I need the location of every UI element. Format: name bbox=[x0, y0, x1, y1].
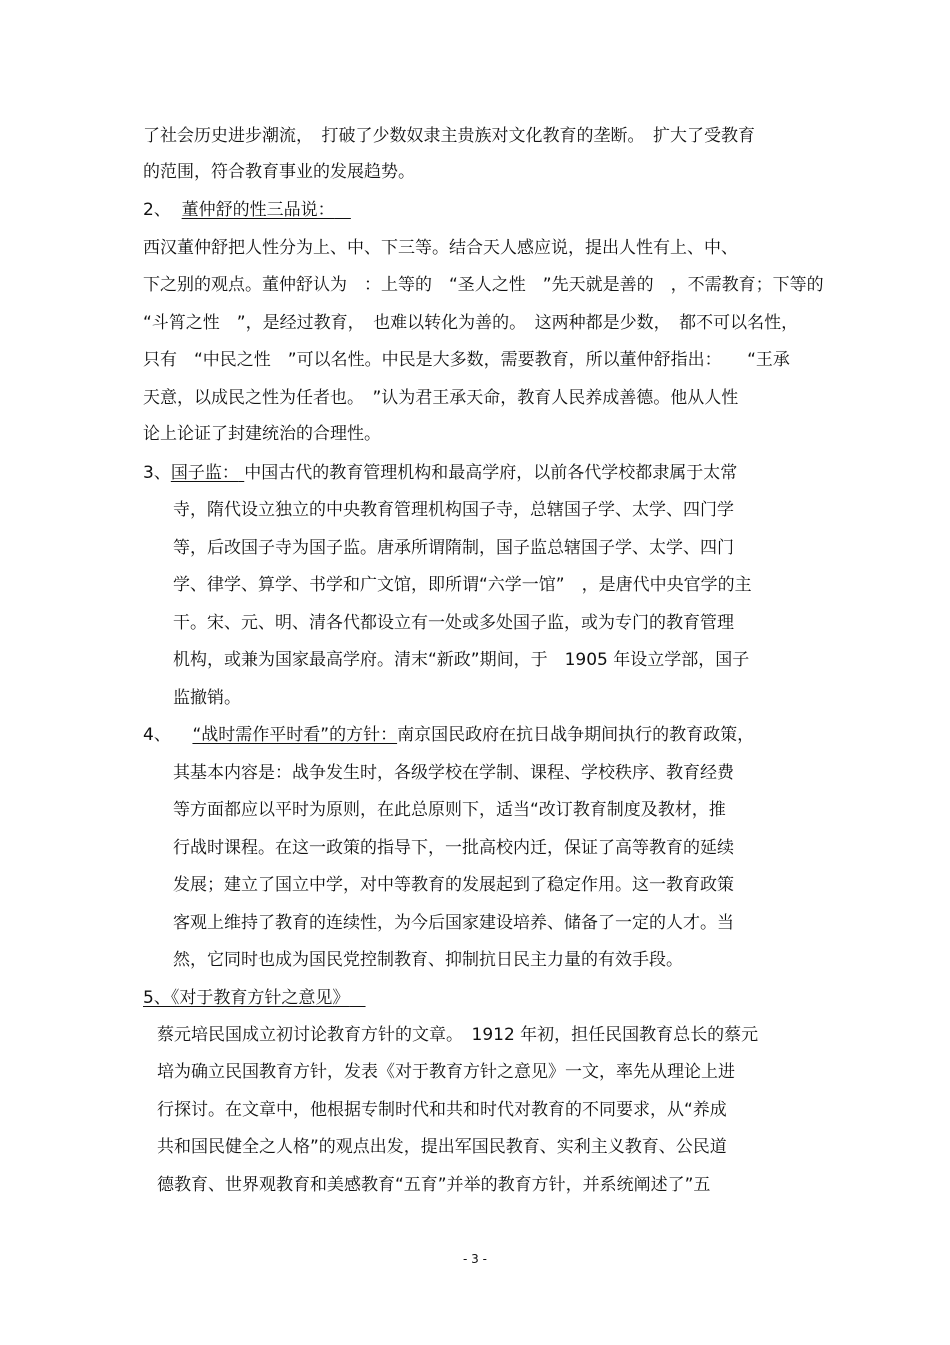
section-3-line-1: 寺，隋代设立独立的中央教育管理机构国子寺，总辖国子学、太学、四门学 bbox=[173, 500, 734, 520]
intro-line-1: 了社会历史进步潮流， 打破了少数奴隶主贵族对文化教育的垄断。 扩大了受教育 bbox=[143, 126, 755, 146]
section-2-number: 2、 bbox=[143, 200, 171, 220]
section-3-number: 3、 bbox=[143, 463, 171, 483]
section-2-line-5: 天意，以成民之性为任者也。 ”认为君王承天命，教育人民养成善德。他从人性 bbox=[143, 388, 739, 408]
section-3-heading: 国子监： bbox=[170, 463, 239, 483]
section-2-heading-row bbox=[143, 200, 351, 220]
section-4-line-4: 发展；建立了国立中学，对中等教育的发展起到了稳定作用。这一教育政策 bbox=[173, 875, 734, 895]
section-3-line-6: 监撤销。 bbox=[173, 688, 241, 708]
intro-line-2: 的范围，符合教育事业的发展趋势。 bbox=[143, 162, 415, 182]
section-3-line-5: 机构，或兼为国家最高学府。清末“新政”期间，于 1905 年设立学部，国子 bbox=[173, 650, 750, 670]
section-4-heading: “战时需作平时看”的方针： bbox=[192, 725, 398, 745]
section-5-line-1: 蔡元培民国成立初讨论教育方针的文章。 1912 年初，担任民国教育总长的蔡元 bbox=[157, 1025, 759, 1045]
section-4-number: 4、 bbox=[143, 725, 171, 745]
section-5-heading: 5、《对于教育方针之意见》 bbox=[143, 988, 350, 1008]
section-2-line-6: 论上论证了封建统治的合理性。 bbox=[143, 424, 381, 444]
section-3-heading-row bbox=[143, 463, 737, 483]
section-4-first-line: 南京国民政府在抗日战争期间执行的教育政策， bbox=[397, 725, 755, 745]
section-2-line-2: 下之别的观点。董仲舒认为 ：上等的 “圣人之性 ”先天就是善的 ，不需教育；下等的 bbox=[143, 275, 824, 295]
section-4-heading-row bbox=[143, 725, 754, 745]
section-4-line-3: 行战时课程。在这一政策的指导下，一批高校内迁，保证了高等教育的延续 bbox=[173, 838, 734, 858]
section-2-heading: 董仲舒的性三品说： bbox=[181, 200, 335, 220]
section-4-line-2: 等方面都应以平时为原则，在此总原则下，适当“改订教育制度及教材，推 bbox=[173, 800, 726, 820]
section-2-line-4: 只有 “中民之性 ”可以名性。中民是大多数，需要教育，所以董仲舒指出： “王承 bbox=[143, 350, 790, 370]
section-5-line-5: 德教育、世界观教育和美感教育“五育”并举的教育方针，并系统阐述了”五 bbox=[157, 1175, 711, 1195]
section-2-line-1: 西汉董仲舒把人性分为上、中、下三等。结合天人感应说，提出人性有上、中、 bbox=[143, 238, 738, 258]
section-3-line-3: 学、律学、算学、书学和广文馆，即所谓“六学一馆” ，是唐代中央官学的主 bbox=[173, 575, 752, 595]
section-4-line-5: 客观上维持了教育的连续性，为今后国家建设培养、储备了一定的人才。当 bbox=[173, 913, 734, 933]
section-5-line-3: 行探讨。在文章中，他根据专制时代和共和时代对教育的不同要求，从“养成 bbox=[157, 1100, 727, 1120]
page-number: - 3 - bbox=[463, 1252, 487, 1266]
section-5-line-4: 共和国民健全之人格”的观点出发，提出军国民教育、实利主义教育、公民道 bbox=[157, 1137, 727, 1157]
section-4-line-1: 其基本内容是：战争发生时，各级学校在学制、课程、学校秩序、教育经费 bbox=[173, 763, 734, 783]
section-5-heading-row bbox=[143, 988, 366, 1008]
section-3-first-line: 中国古代的教育管理机构和最高学府，以前各代学校都隶属于太常 bbox=[244, 463, 738, 483]
section-4-line-6: 然，它同时也成为国民党控制教育、抑制抗日民主力量的有效手段。 bbox=[173, 950, 683, 970]
section-3-line-4: 干。宋、元、明、清各代都设立有一处或多处国子监，或为专门的教育管理 bbox=[173, 613, 734, 633]
section-2-line-3: “斗筲之性 ”，是经过教育， 也难以转化为善的。 这两种都是少数， 都不可以名性， bbox=[143, 313, 799, 333]
section-3-line-2: 等，后改国子寺为国子监。唐承所谓隋制，国子监总辖国子学、太学、四门 bbox=[173, 538, 734, 558]
section-5-line-2: 培为确立民国教育方针，发表《对于教育方针之意见》一文，率先从理论上进 bbox=[157, 1062, 735, 1082]
